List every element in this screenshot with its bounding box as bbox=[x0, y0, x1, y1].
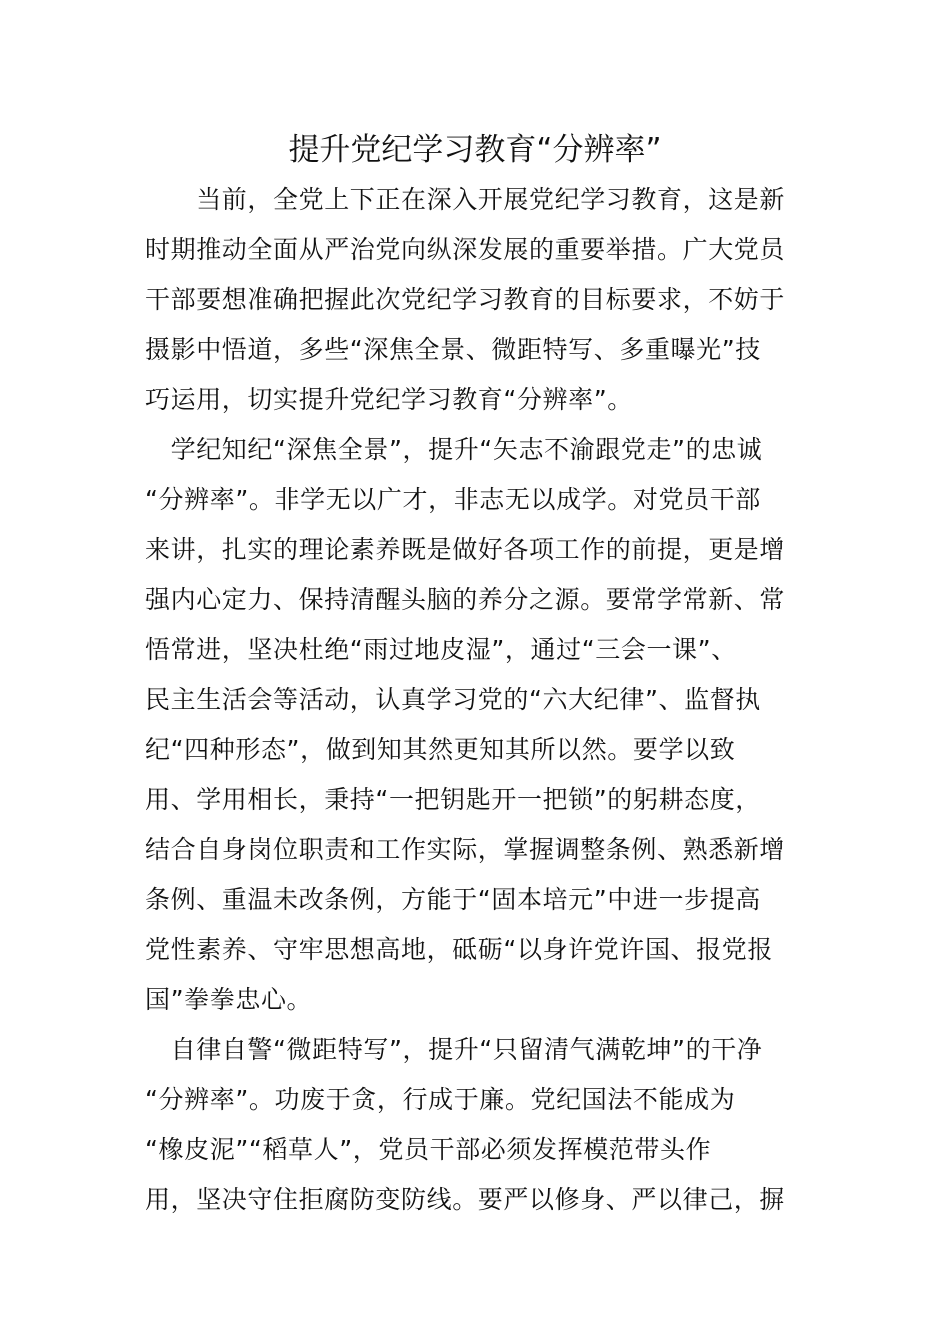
text-line: 当前，全党上下正在深入开展党纪学习教育，这是新 bbox=[145, 185, 786, 214]
text-line: “分辨率”。功废于贪，行成于廉。党纪国法不能成为 bbox=[145, 1085, 736, 1114]
text-line: 自律自警“微距特写”，提升“只留清气满乾坤”的干净 bbox=[145, 1035, 763, 1064]
text-line: “橡皮泥”“稻草人”，党员干部必须发挥模范带头作 bbox=[145, 1135, 712, 1164]
text-line: 党性素养、守牢思想高地，砥砺“以身许党许国、报党报 bbox=[145, 935, 773, 964]
text-line: 纪“四种形态”，做到知其然更知其所以然。要学以致 bbox=[145, 735, 736, 764]
text-line: 结合自身岗位职责和工作实际，掌握调整条例、熟悉新增 bbox=[145, 835, 786, 864]
text-line: “分辨率”。非学无以广才，非志无以成学。对党员干部 bbox=[145, 485, 761, 514]
text-line: 学纪知纪“深焦全景”，提升“矢志不渝跟党走”的忠诚 bbox=[145, 435, 763, 464]
text-line: 国”拳拳忠心。 bbox=[145, 985, 313, 1014]
text-line: 强内心定力、保持清醒头脑的养分之源。要常学常新、常 bbox=[145, 585, 786, 614]
text-line: 摄影中悟道，多些“深焦全景、微距特写、多重曝光”技 bbox=[145, 335, 761, 364]
text-line: 来讲，扎实的理论素养既是做好各项工作的前提，更是增 bbox=[145, 535, 786, 564]
text-line: 干部要想准确把握此次党纪学习教育的目标要求，不妨于 bbox=[145, 285, 786, 314]
text-line: 条例、重温未改条例，方能于“固本培元”中进一步提高 bbox=[145, 885, 761, 914]
text-line: 用、学用相长，秉持“一把钥匙开一把锁”的躬耕态度， bbox=[145, 785, 761, 814]
text-line: 时期推动全面从严治党向纵深发展的重要举措。广大党员 bbox=[145, 235, 786, 264]
document-title: 提升党纪学习教育“分辨率” bbox=[288, 132, 662, 168]
text-line: 巧运用，切实提升党纪学习教育“分辨率”。 bbox=[145, 385, 633, 414]
text-line: 用，坚决守住拒腐防变防线。要严以修身、严以律己，摒 bbox=[145, 1185, 786, 1214]
text-line: 悟常进，坚决杜绝“雨过地皮湿”，通过“三会一课”、 bbox=[145, 635, 737, 664]
text-line: 民主生活会等活动，认真学习党的“六大纪律”、监督执 bbox=[145, 685, 761, 714]
